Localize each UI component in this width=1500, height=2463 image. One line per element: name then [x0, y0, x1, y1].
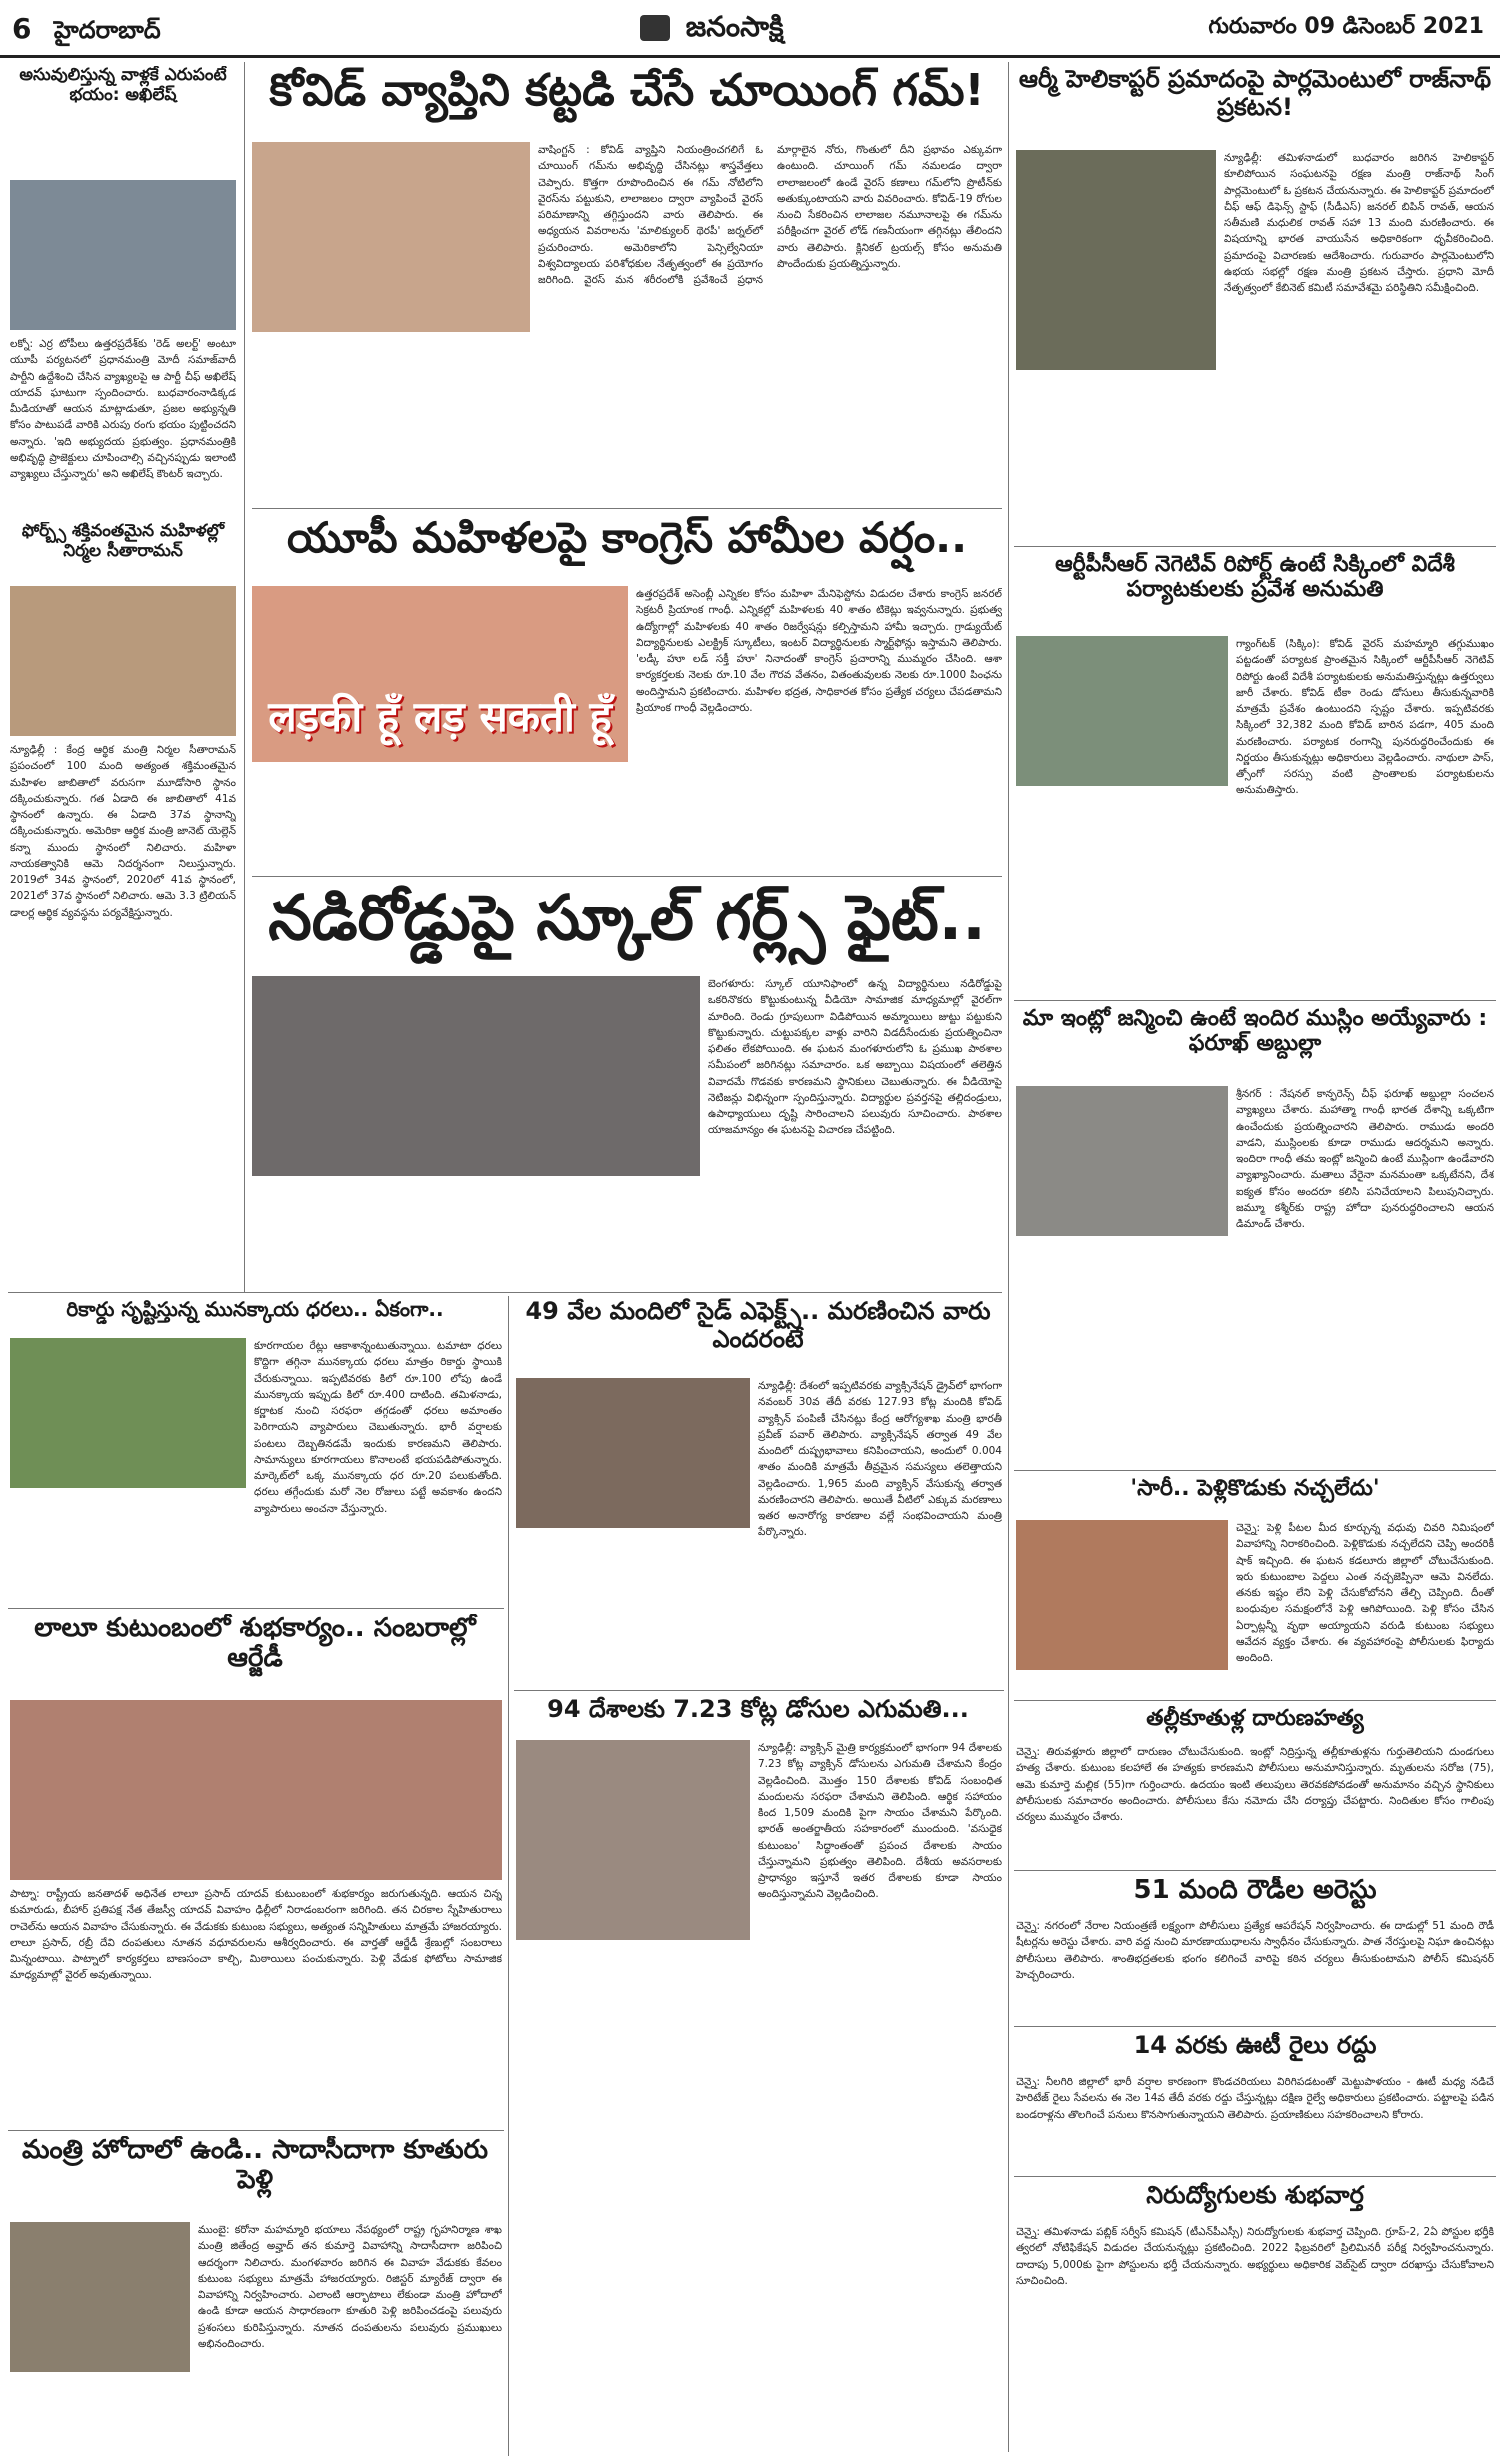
- section-rule: [514, 1690, 1004, 1691]
- side-effects-article: [514, 1298, 1002, 1374]
- lalu-body: పాట్నా: రాష్ట్రీయ జనతాదళ్ అధినేత లాలూ ప్రసాద్ యాదవ్ కుటుంబంలో శుభకార్యం జరుగుతున్నది. ఆయన చిన్న కుమారుడు, బీహార్ ప్రతిపక్ష నేత తేజస్వీ యాదవ్ వివాహం ఢిల్లీలో నిరాడంబరంగా జరిగింది. తన చిరకాల స్నేహితురాలు రాచెల్‌ను ఆయన వివాహం చేసుకున్నారు. ఈ వేడుకకు కుటుంబ సభ్యులు, అత్యంత సన్నిహితులు మాత్రమే హాజరయ్యారు. లాలూ ప్రసాద్, రబ్రీ దేవి దంపతులు నూతన వధూవరులను ఆశీర్వదించారు. ఈ వార్తతో ఆర్జేడీ శ్రేణుల్లో సంబరాలు మిన్నంటాయి. పాట్నాలో కార్యకర్తలు బాణసంచా కాల్చి, మిఠాయిలు పంచుకున్నారు. పెళ్లి వేడుక ఫోటోలు సామాజిక మాధ్యమాల్లో వైరల్ అవుతున్నాయి.: [10, 1888, 502, 1982]
- drumstick-body: కూరగాయల రేట్లు ఆకాశాన్నంటుతున్నాయి. టమాటా ధరలు కొద్దిగా తగ్గినా మునక్కాయ ధరలు మాత్రం రికార్డు స్థాయికి చేరుకున్నాయి. ఇప్పటివరకు కిలో రూ.100 లోపు ఉండే మునక్కాయ ఇప్పుడు కిలో రూ.400 దాటింది. తమిళనాడు, కర్ణాటక నుంచి సరఫరా తగ్గడంతో ధరలు అమాంతం పెరిగాయని వ్యాపారులు చెబుతున్నారు. భారీ వర్షాలకు పంటలు దెబ్బతినడమే ఇందుకు కారణమని తెలిపారు. సామాన్యులు కూరగాయలు కొనాలంటే భయపడిపోతున్నారు. మార్కెట్‌లో ఒక్క మునక్కాయ ధర రూ.20 పలుకుతోంది. ధరలు తగ్గేందుకు మరో నెల రోజులు పట్టే అవకాశం ఉందని వ్యాపారులు అంచనా వేస్తున్నారు.: [254, 1340, 502, 1515]
- nirmala-article: [8, 522, 238, 582]
- up-congress-headline: యూపీ మహిళలపై కాంగ్రెస్ హామీల వర్షం..: [286, 514, 968, 562]
- section-rule: [1014, 1700, 1496, 1701]
- mother-daughter-body: చెన్నై: తిరువళ్లూరు జిల్లాలో దారుణం చోటుచేసుకుంది. ఇంట్లో నిద్రిస్తున్న తల్లీకూతుళ్లను గుర్తుతెలియని దుండగులు హత్య చేశారు. కుటుంబ కలహాలే ఈ హత్యకు కారణమని పోలీసులు అనుమానిస్తున్నారు. మృతులను సరోజ (75), ఆమె కుమార్తె మల్లిక (55)గా గుర్తించారు. ఉదయం ఇంటి తలుపులు తెరవకపోవడంతో అనుమానం వచ్చిన స్థానికులు పోలీసులకు సమాచారం అందించారు. పోలీసులు కేసు నమోదు చేసి దర్యాప్తు చేపట్టారు. నిందితుల కోసం గాలింపు చర్యలు ముమ్మరం చేశారు.: [1016, 1746, 1494, 1824]
- column-rule: [508, 1296, 509, 2456]
- up-congress-photo: [252, 586, 628, 762]
- vaccine-export-headline: 94 దేశాలకు 7.23 కోట్ల డోసుల ఎగుమతి...: [547, 1696, 969, 1723]
- sikkim-headline: ఆర్టీపీసీఆర్ నెగెటివ్ రిపోర్ట్ ఉంటే సిక్కింలో విదేశీ పర్యాటకులకు ప్రవేశ అనుమతి: [1055, 552, 1455, 603]
- minister-daughter-body: ముంబై: కరోనా మహమ్మారి భయాలు నేపథ్యంలో రాష్ట్ర గృహనిర్మాణ శాఖ మంత్రి జితేంద్ర అవ్హాద్ తన కుమార్తె వివాహాన్ని సాదాసీదాగా జరిపించి ఆదర్శంగా నిలిచారు. మంగళవారం జరిగిన ఈ వివాహ వేడుకకు కేవలం కుటుంబ సభ్యులు మాత్రమే హాజరయ్యారు. రిజిస్టర్ మ్యారేజ్ ద్వారా ఈ వివాహాన్ని నిర్వహించారు. ఎలాంటి ఆర్భాటాలు లేకుండా మంత్రి హోదాలో ఉండి కూడా ఆయన సాధారణంగా కూతురి పెళ్లి జరిపించడంపై పలువురు ప్రశంసలు కురిపిస్తున్నారు. నూతన దంపతులను పలువురు ప్రముఖులు అభినందించారు.: [198, 2224, 502, 2350]
- rowdies-body: చెన్నై: నగరంలో నేరాల నియంత్రణే లక్ష్యంగా పోలీసులు ప్రత్యేక ఆపరేషన్ నిర్వహించారు. ఈ దాడుల్లో 51 మంది రౌడీ షీటర్లను అరెస్టు చేశారు. వారి వద్ద నుంచి మారణాయుధాలను స్వాధీనం చేసుకున్నారు. పాత నేరస్తులపై నిఘా ఉంచినట్లు పోలీసులు తెలిపారు. శాంతిభద్రతలకు భంగం కలిగించే వారిపై కఠిన చర్యలు తీసుకుంటామని పోలీస్ కమిషనర్ హెచ్చరించారు.: [1016, 1920, 1494, 1981]
- section-rule: [1014, 1470, 1496, 1471]
- city-name: హైదరాబాద్: [53, 16, 161, 44]
- up-congress-body-right: ఉత్తరప్రదేశ్ అసెంబ్లీ ఎన్నికల కోసం మహిళా మేనిఫెస్టోను విడుదల చేశారు కాంగ్రెస్ జనరల్ సెక్రటరీ ప్రియాంక గాంధీ. ఎన్నికల్లో మహిళలకు 40 శాతం టికెట్లు ఇవ్వనున్నారు. ప్రభుత్వ ఉద్యోగాల్లో మహిళలకు 40 శాతం రిజర్వేషన్లు కల్పిస్తామని హామీ ఇచ్చారు. గ్రాడ్యుయేట్ విద్యార్థినులకు ఎలక్ట్రిక్ స్కూటీలు, ఇంటర్ విద్యార్థినులకు స్మార్ట్‌ఫోన్లు ఇస్తామని తెలిపారు. 'లడ్కీ హూ లడ్ సక్తీ హూ' నినాదంతో కాంగ్రెస్ ప్రచారాన్ని ముమ్మరం చేసింది. ఆశా కార్యకర్తలకు నెలకు రూ.10 వేల గౌరవ వేతనం, వితంతువులకు నెలకు రూ.1000 పింఛను అందిస్తామని ప్రకటించారు. మహిళల భద్రత, సాధికారత కోసం ప్రత్యేక చర్యలు చేపడతామని ప్రియాంక గాంధీ వెల్లడించారు.: [636, 588, 1002, 714]
- chewing-gum-body: వాషింగ్టన్ : కోవిడ్ వ్యాప్తిని నియంత్రించగలిగే ఓ చూయింగ్ గమ్‌ను అభివృద్ధి చేసినట్లు శాస్త్రవేత్తలు చెప్పారు. కొత్తగా రూపొందించిన ఈ గమ్ నోటిలోని వైరస్‌ను పట్టుకుని, లాలాజలం ద్వారా వ్యాపించే వైరస్ పరిమాణాన్ని తగ్గిస్తుందని వారు తెలిపారు. ఈ అధ్యయన వివరాలను 'మాలిక్యులర్ థెరపీ' జర్నల్‌లో ప్రచురించారు. అమెరికాలోని పెన్సిల్వేనియా విశ్వవిద్యాలయ పరిశోధకుల నేతృత్వంలో ఈ ప్రయోగం జరిగింది. వైరస్ మన శరీరంలోకి ప్రవేశించే ప్రధాన మార్గాలైన నోరు, గొంతులో దీని ప్రభావం ఎక్కువగా ఉంటుంది. చూయింగ్ గమ్ నమలడం ద్వారా లాలాజలంలో ఉండే వైరస్ కణాలు గమ్‌లోని ప్రొటీన్‌కు అతుక్కుంటాయని వారు వివరించారు. కోవిడ్-19 రోగుల నుంచి సేకరించిన లాలాజల నమూనాలపై ఈ గమ్‌ను పరీక్షించగా వైరల్ లోడ్ గణనీయంగా తగ్గినట్లు తేలిందని వారు తెలిపారు. క్లినికల్ ట్రయల్స్ కోసం అనుమతి పొందేందుకు ప్రయత్నిస్తున్నారు.: [538, 144, 1002, 287]
- sorry-groom-body: చెన్నై: పెళ్లి పీటల మీద కూర్చున్న వధువు చివరి నిమిషంలో వివాహాన్ని నిరాకరించింది. పెళ్లికొడుకు నచ్చలేదని చెప్పి అందరికీ షాక్ ఇచ్చింది. ఈ ఘటన కడలూరు జిల్లాలో చోటుచేసుకుంది. ఇరు కుటుంబాల పెద్దలు ఎంత నచ్చజెప్పినా ఆమె వినలేదు. తనకు ఇష్టం లేని పెళ్లి చేసుకోబోనని తేల్చి చెప్పింది. దీంతో బంధువుల సమక్షంలోనే పెళ్లి ఆగిపోయింది. పెళ్లి కోసం చేసిన ఏర్పాట్లన్నీ వృథా అయ్యాయని వరుడి కుటుంబ సభ్యులు ఆవేదన వ్యక్తం చేశారు. ఈ వ్యవహారంపై పోలీసులకు ఫిర్యాదు అందింది.: [1236, 1522, 1494, 1665]
- nirmala-photo: [10, 586, 236, 736]
- minister-daughter-photo: [10, 2222, 190, 2372]
- drumstick-headline: రికార్డు సృష్టిస్తున్న మునక్కాయ ధరలు.. ఏకంగా..: [66, 1298, 444, 1321]
- column-rule: [244, 62, 245, 1292]
- section-rule: [1014, 546, 1496, 547]
- column-rule: [1008, 62, 1009, 2452]
- sorry-groom-article: [1016, 1476, 1494, 1516]
- section-rule: [252, 876, 1002, 877]
- farooq-body: శ్రీనగర్ : నేషనల్ కాన్ఫరెన్స్ చీఫ్ ఫరూఖ్ అబ్దుల్లా సంచలన వ్యాఖ్యలు చేశారు. మహాత్మా గాంధీ భారత దేశాన్ని ఒక్కటిగా ఉంచేందుకు ప్రయత్నించారని తెలిపారు. రాముడు అందరి వాడని, ముస్లింలకు కూడా రాముడు ఆదర్శమని అన్నారు. ఇందిరా గాంధీ తమ ఇంట్లో జన్మించి ఉంటే ముస్లింగా ఉండేవారని వ్యాఖ్యానించారు. మతాలు వేరైనా మనమంతా ఒక్కటేనని, దేశ ఐక్యత కోసం అందరూ కలిసి పనిచేయాలని పిలుపునిచ్చారు. జమ్మూ కశ్మీర్‌కు రాష్ట్ర హోదా పునరుద్ధరించాలని ఆయన డిమాండ్ చేశారు.: [1236, 1088, 1494, 1231]
- ooty-train-article: [1016, 2032, 1494, 2072]
- chewing-gum-article: [252, 66, 1002, 136]
- chewing-gum-headline: కోవిడ్ వ్యాప్తిని కట్టడి చేసే చూయింగ్ గమ్!: [269, 66, 985, 116]
- army-helicopter-body: న్యూఢిల్లీ: తమిళనాడులో బుధవారం జరిగిన హెలికాప్టర్ కూలిపోయిన సంఘటనపై రక్షణ మంత్రి రాజ్‌నాథ్ సింగ్ పార్లమెంటులో ఓ ప్రకటన చేయనున్నారు. ఈ హెలికాప్టర్ ప్రమాదంలో చీఫ్ ఆఫ్ డిఫెన్స్ స్టాఫ్ (సీడీఎస్) జనరల్ బిపిన్ రావత్, ఆయన సతీమణి మధులిక రావత్ సహా 13 మంది మరణించారు. ఈ విషయాన్ని భారత వాయుసేన అధికారికంగా ధృవీకరించింది. ప్రమాదంపై విచారణకు ఆదేశించారు. గురువారం పార్లమెంటులోని ఉభయ సభల్లో రక్షణ మంత్రి ప్రకటన చేస్తారు. ప్రధాని మోదీ నేతృత్వంలో కేబినెట్ కమిటీ సమావేశమై పరిస్థితిని సమీక్షించింది.: [1224, 152, 1494, 295]
- nirmala-headline: ఫోర్బ్స్ శక్తివంతమైన మహిళల్లో నిర్మల సీతారామన్: [21, 522, 225, 561]
- masthead: [0, 0, 1500, 58]
- ooty-train-headline: 14 వరకు ఊటీ రైలు రద్దు: [1133, 2032, 1377, 2059]
- unemployed-article: [1016, 2182, 1494, 2222]
- side-effects-body: న్యూఢిల్లీ: దేశంలో ఇప్పటివరకు వ్యాక్సినేషన్ డ్రైవ్‌లో భాగంగా నవంబర్ 30వ తేదీ వరకు 127.93 కోట్ల మందికి కోవిడ్ వ్యాక్సిన్ పంపిణీ చేసినట్లు కేంద్ర ఆరోగ్యశాఖ మంత్రి భారతీ ప్రవీణ్ పవార్ తెలిపారు. వ్యాక్సినేషన్ తర్వాత 49 వేల మందిలో దుష్ప్రభావాలు కనిపించాయని, అందులో 0.004 శాతం మందికి మాత్రమే తీవ్రమైన సమస్యలు తలెత్తాయని వెల్లడించారు. 1,965 మంది వ్యాక్సిన్ వేసుకున్న తర్వాత మరణించారని తెలిపారు. అయితే వీటిలో ఎక్కువ మరణాలు ఇతర అనారోగ్య కారణాల వల్లే సంభవించాయని మంత్రి పేర్కొన్నారు.: [758, 1380, 1002, 1539]
- school-fight-photo: [252, 976, 700, 1176]
- sikkim-photo: [1016, 636, 1228, 786]
- section-rule: [8, 1292, 1002, 1293]
- section-rule: [252, 508, 1002, 509]
- vaccine-export-article: [514, 1696, 1002, 1736]
- masthead-left: [12, 12, 161, 50]
- logo-icon: [640, 15, 670, 41]
- side-effects-headline: 49 వేల మందిలో సైడ్ ఎఫెక్ట్స్.. మరణించిన వారు ఎందరంటే: [525, 1298, 991, 1353]
- army-helicopter-article: [1016, 66, 1494, 146]
- farooq-photo: [1016, 1086, 1228, 1236]
- sorry-groom-headline: 'సారీ.. పెళ్లికొడుకు నచ్చలేదు': [1130, 1476, 1380, 1501]
- sikkim-article: [1016, 552, 1494, 632]
- section-rule: [1014, 1870, 1496, 1871]
- farooq-article: [1016, 1006, 1494, 1082]
- nirmala-body: న్యూఢిల్లీ : కేంద్ర ఆర్థిక మంత్రి నిర్మల సీతారామన్ ప్రపంచంలో 100 మంది అత్యంత శక్తిమంతమైన మహిళల జాబితాలో వరుసగా మూడోసారి స్థానం దక్కించుకున్నారు. గత ఏడాది ఈ జాబితాలో 41వ స్థానంలో ఉన్నారు. ఈ ఏడాది 37వ స్థానాన్ని దక్కించుకున్నారు. అమెరికా ఆర్థిక మంత్రి జానెట్ యెల్లెన్ కన్నా ముందు స్థానంలో నిలిచారు. మహిళా నాయకత్వానికి ఆమె నిదర్శనంగా నిలుస్తున్నారు. 2019లో 34వ స్థానంలో, 2020లో 41వ స్థానంలో, 2021లో 37వ స్థానంలో నిలిచారు. ఆమె 3.3 ట్రిలియన్ డాలర్ల ఆర్థిక వ్యవస్థను పర్యవేక్షిస్తున్నారు.: [10, 744, 236, 919]
- page-number: 6: [12, 12, 32, 45]
- minister-daughter-headline: మంత్రి హోదాలో ఉండి.. సాదాసీదాగా కూతురు పెళ్లి: [21, 2136, 489, 2195]
- vaccine-export-body: న్యూఢిల్లీ: వ్యాక్సిన్ మైత్రి కార్యక్రమంలో భాగంగా 94 దేశాలకు 7.23 కోట్ల వ్యాక్సిన్ డోసులను ఎగుమతి చేశామని కేంద్రం వెల్లడించింది. మొత్తం 150 దేశాలకు కోవిడ్ సంబంధిత మందులను సరఫరా చేశామని తెలిపింది. ఆర్థిక సహాయం కింద 1,509 మందికి పైగా సాయం చేశామని పేర్కొంది. భారత్ అంతర్జాతీయ సహకారంలో ముందుంది. 'వసుధైక కుటుంబం' సిద్ధాంతంతో ప్రపంచ దేశాలకు సాయం చేస్తున్నామని ప్రభుత్వం తెలిపింది. దేశీయ అవసరాలకు ప్రాధాన్యం ఇస్తూనే ఇతర దేశాలకు కూడా సాయం అందిస్తున్నామని వెల్లడించింది.: [758, 1742, 1002, 1901]
- lalu-article: [8, 1614, 502, 1696]
- akhilesh-photo: [10, 180, 236, 330]
- issue-date: గురువారం 09 డిసెంబర్ 2021: [1208, 14, 1484, 39]
- mother-daughter-headline: తల్లీకూతుళ్ల దారుణహత్య: [1146, 1706, 1364, 1731]
- akhilesh-headline: అసువులిస్తున్న వాళ్లకే ఎరుపంటే భయం: అఖిలేష్: [19, 66, 227, 105]
- section-rule: [8, 1608, 504, 1609]
- vaccine-export-photo: [516, 1740, 750, 1940]
- ooty-train-body: చెన్నై: నీలగిరి జిల్లాలో భారీ వర్షాల కారణంగా కొండచరియలు విరిగిపడటంతో మెట్టుపాళయం - ఊటీ మధ్య నడిచే హెరిటేజ్ రైలు సేవలను ఈ నెల 14వ తేదీ వరకు రద్దు చేస్తున్నట్లు దక్షిణ రైల్వే అధికారులు ప్రకటించారు. పట్టాలపై పడిన బండరాళ్లను తొలగించే పనులు కొనసాగుతున్నాయని తెలిపారు. ప్రయాణికులు సహకరించాలని కోరారు.: [1016, 2076, 1494, 2121]
- section-rule: [1014, 2176, 1496, 2177]
- sorry-groom-photo: [1016, 1520, 1228, 1670]
- mother-daughter-article: [1016, 1706, 1494, 1742]
- vaccine-photo: [516, 1378, 750, 1528]
- minister-daughter-article: [8, 2136, 502, 2218]
- army-helicopter-photo: [1016, 150, 1216, 370]
- chewing-gum-photo: [252, 142, 530, 332]
- section-rule: [1014, 1000, 1496, 1001]
- school-fight-body: బెంగళూరు: స్కూల్ యూనిఫాంలో ఉన్న విద్యార్థినులు నడిరోడ్డుపై ఒకరినొకరు కొట్టుకుంటున్న వీడియో సామాజిక మాధ్యమాల్లో వైరల్‌గా మారింది. రెండు గ్రూపులుగా విడిపోయిన అమ్మాయిలు జుట్టు పట్టుకుని కొట్టుకున్నారు. చుట్టుపక్కల వాళ్లు వారిని విడదీసేందుకు ప్రయత్నించినా ఫలితం లేకపోయింది. ఈ ఘటన మంగళూరులోని ఓ ప్రముఖ పాఠశాల సమీపంలో జరిగినట్లు సమాచారం. ఒక అబ్బాయి విషయంలో తలెత్తిన వివాదమే గొడవకు కారణమని స్థానికులు చెబుతున్నారు. ఈ వీడియోపై నెటిజన్లు విభిన్నంగా స్పందిస్తున్నారు. విద్యార్థుల ప్రవర్తనపై తల్లిదండ్రులు, ఉపాధ్యాయులు దృష్టి సారించాలని పలువురు సూచించారు. పాఠశాల యాజమాన్యం ఈ ఘటనపై విచారణ చేపట్టింది.: [708, 978, 1002, 1137]
- sikkim-body: గ్యాంగ్‌టక్ (సిక్కిం): కోవిడ్ వైరస్ మహమ్మారి తగ్గుముఖం పట్టడంతో పర్యాటక ప్రాంతమైన సిక్కింలో ఆర్టీపీసీఆర్ నెగెటివ్ రిపోర్టు ఉంటే విదేశీ పర్యాటకులకు అనుమతిస్తున్నట్లు ఉత్తర్వులు జారీ చేశారు. కోవిడ్ టీకా రెండు డోసులు తీసుకున్నవారికి మాత్రమే ప్రవేశం ఉంటుందని స్పష్టం చేశారు. ఇప్పటివరకు సిక్కింలో 32,382 మంది కోవిడ్ బారిన పడగా, 405 మంది మరణించారు. పర్యాటక రంగాన్ని పునరుద్ధరించేందుకు ఈ నిర్ణయం తీసుకున్నట్లు అధికారులు వెల్లడించారు. నాథులా పాస్, త్సోంగో సరస్సు వంటి ప్రాంతాలకు పర్యాటకులను అనుమతిస్తారు.: [1236, 638, 1494, 797]
- paper-logo: [640, 10, 784, 50]
- rowdies-headline: 51 మంది రౌడీల అరెస్టు: [1133, 1876, 1377, 1905]
- drumstick-article: [8, 1298, 502, 1334]
- school-fight-article: [252, 882, 1002, 970]
- section-rule: [1014, 2026, 1496, 2027]
- up-congress-article: [252, 514, 1002, 580]
- lalu-photo: [10, 1700, 502, 1880]
- paper-name: జనంసాక్షి: [685, 10, 784, 43]
- drumstick-photo: [10, 1338, 246, 1488]
- akhilesh-article: [8, 66, 238, 176]
- campaign-banner-text: लड़की हूँ लड़ सकती हूँ: [268, 692, 612, 741]
- lalu-headline: లాలూ కుటుంబంలో శుభకార్యం.. సంబరాల్లో ఆర్జేడీ: [34, 1614, 476, 1673]
- unemployed-body: చెన్నై: తమిళనాడు పబ్లిక్ సర్వీస్ కమిషన్ (టీఎన్‌పీఎస్సీ) నిరుద్యోగులకు శుభవార్త చెప్పింది. గ్రూప్-2, 2ఏ పోస్టుల భర్తీకి త్వరలో నోటిఫికేషన్ విడుదల చేయనున్నట్లు ప్రకటించింది. 2022 ఫిబ్రవరిలో ప్రిలిమినరీ పరీక్ష నిర్వహించనున్నారు. దాదాపు 5,000కు పైగా పోస్టులను భర్తీ చేయనున్నారు. అభ్యర్థులు అధికారిక వెబ్‌సైట్ ద్వారా దరఖాస్తు చేసుకోవాలని సూచించింది.: [1016, 2226, 1494, 2287]
- farooq-headline: మా ఇంట్లో జన్మించి ఉంటే ఇందిర ముస్లిం అయ్యేవారు : ఫరూఖ్ అబ్దుల్లా: [1022, 1006, 1488, 1057]
- army-helicopter-headline: ఆర్మీ హెలికాప్టర్ ప్రమాదంపై పార్లమెంటులో రాజ్‌నాథ్ ప్రకటన!: [1018, 66, 1492, 121]
- akhilesh-body: లక్నో: ఎర్ర టోపీలు ఉత్తరప్రదేశ్‌కు 'రెడ్ అలర్ట్' అంటూ యూపీ పర్యటనలో ప్రధానమంత్రి మోదీ సమాజ్‌వాదీ పార్టీని ఉద్దేశించి చేసిన వ్యాఖ్యలపై ఆ పార్టీ చీఫ్ అఖిలేష్ యాదవ్ ఘాటుగా స్పందించారు. బుధవారంనాడిక్కడ మీడియాతో ఆయన మాట్లాడుతూ, ప్రజల అభ్యున్నతి కోసం పాటుపడే వారికి ఎరుపు రంగు భయం పుట్టించదని అన్నారు. 'ఇది అభ్యుదయ ప్రభుత్వం. ప్రధానమంత్రికి అభివృద్ధి ప్రాజెక్టులు చూపించాల్సి వచ్చినప్పుడు ఇలాంటి వ్యాఖ్యలు చేస్తున్నారు' అని అఖిలేష్ కౌంటర్ ఇచ్చారు.: [10, 338, 236, 481]
- rowdies-article: [1016, 1876, 1494, 1916]
- section-rule: [8, 2130, 504, 2131]
- school-fight-headline: నడిరోడ్డుపై స్కూల్ గర్ల్స్ ఫైట్..: [268, 882, 986, 954]
- unemployed-headline: నిరుద్యోగులకు శుభవార్త: [1146, 2182, 1364, 2209]
